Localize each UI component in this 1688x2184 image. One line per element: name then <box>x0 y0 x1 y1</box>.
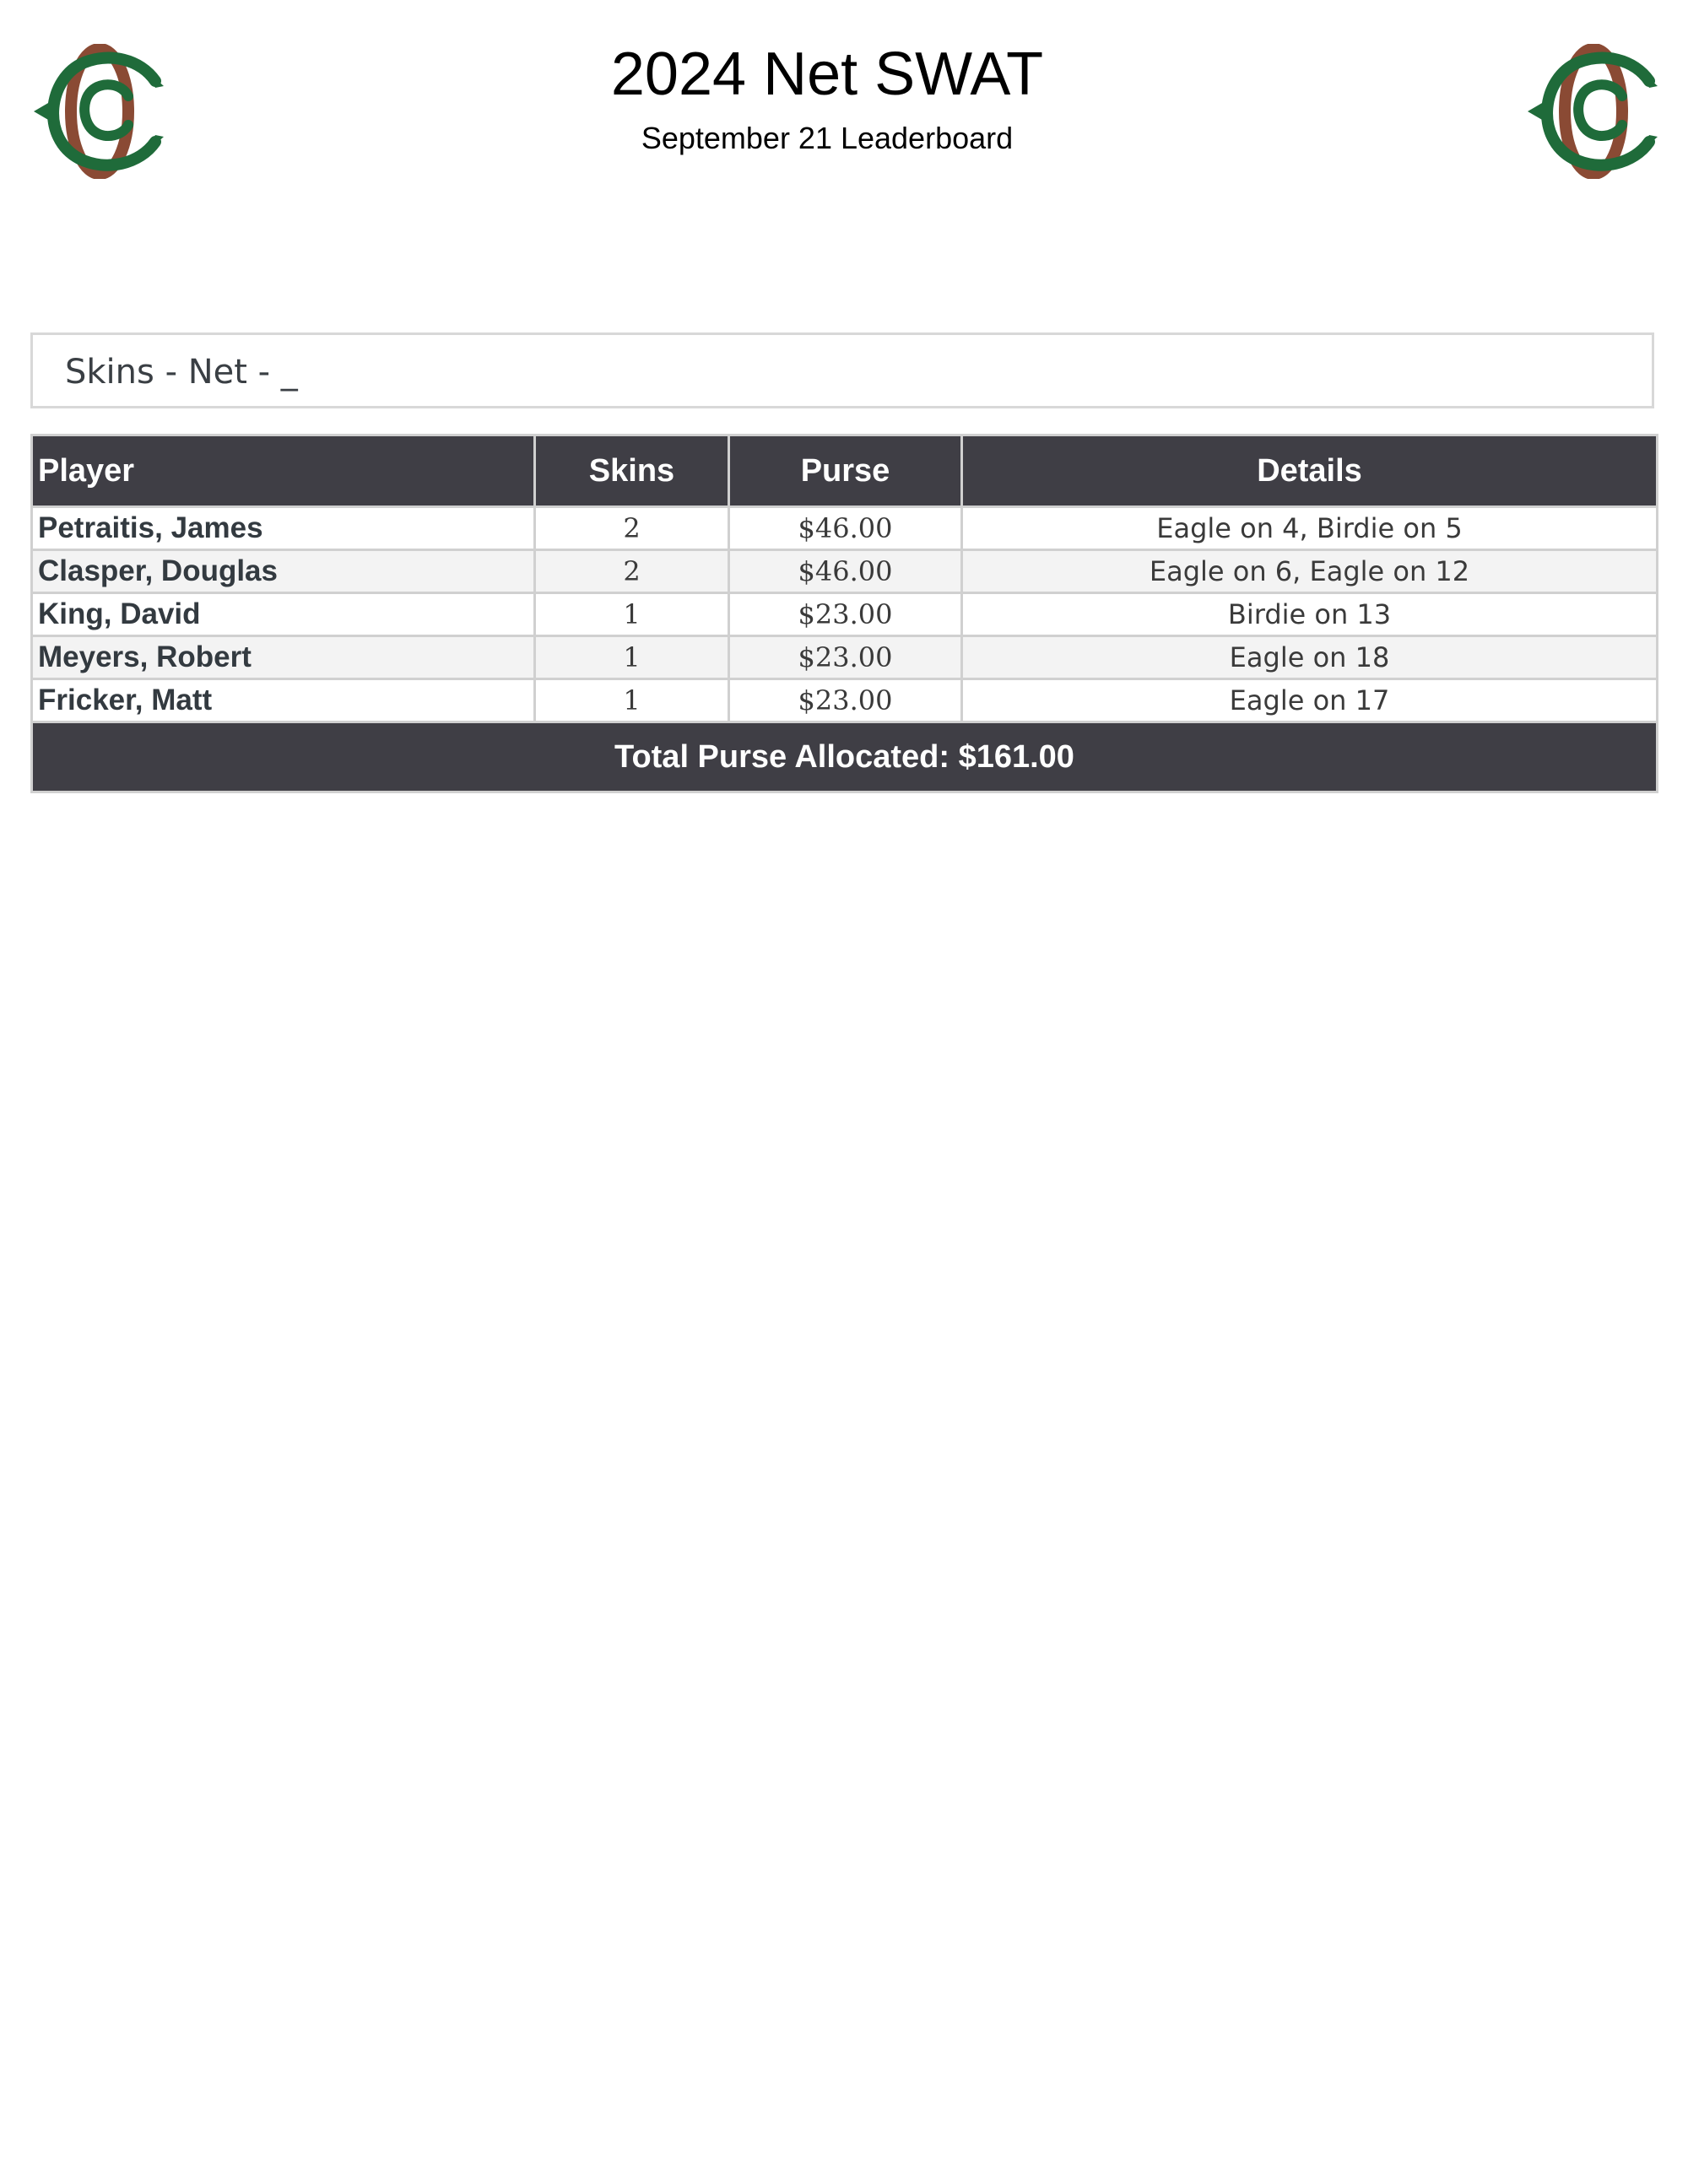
table-row <box>32 636 1658 679</box>
skins-count: 1 <box>535 636 729 679</box>
table-row <box>32 550 1658 593</box>
skin-details: Eagle on 6, Eagle on 12 <box>962 550 1658 593</box>
club-logo-icon <box>1523 44 1664 179</box>
club-logo-left <box>29 44 170 179</box>
player-name: Petraitis, James <box>32 507 535 550</box>
table-row <box>32 507 1658 550</box>
player-name: King, David <box>32 593 535 636</box>
table-row <box>32 679 1658 722</box>
purse-amount: $23.00 <box>729 593 962 636</box>
table-header-row <box>32 435 1658 507</box>
total-row <box>32 722 1658 792</box>
club-logo-right <box>1523 44 1664 179</box>
skin-details: Birdie on 13 <box>962 593 1658 636</box>
column-header-details: Details <box>962 435 1658 507</box>
purse-amount: $46.00 <box>729 550 962 593</box>
section-header <box>30 332 1654 408</box>
table-row <box>32 593 1658 636</box>
column-header-purse: Purse <box>729 435 962 507</box>
skins-count: 1 <box>535 679 729 722</box>
skin-details: Eagle on 4, Birdie on 5 <box>962 507 1658 550</box>
skins-count: 1 <box>535 593 729 636</box>
skins-count: 2 <box>535 550 729 593</box>
purse-amount: $23.00 <box>729 679 962 722</box>
page-title: 2024 Net SWAT <box>610 41 1044 108</box>
total-purse: Total Purse Allocated: $161.00 <box>32 722 1658 792</box>
player-name: Fricker, Matt <box>32 679 535 722</box>
section-title: Skins - Net - _ <box>65 353 298 392</box>
skins-count: 2 <box>535 507 729 550</box>
page-subtitle: September 21 Leaderboard <box>641 121 1014 155</box>
player-name: Meyers, Robert <box>32 636 535 679</box>
column-header-player: Player <box>32 435 535 507</box>
purse-amount: $46.00 <box>729 507 962 550</box>
skin-details: Eagle on 18 <box>962 636 1658 679</box>
player-name: Clasper, Douglas <box>32 550 535 593</box>
column-header-skins: Skins <box>535 435 729 507</box>
skins-table <box>30 434 1658 793</box>
skin-details: Eagle on 17 <box>962 679 1658 722</box>
club-logo-icon <box>29 44 170 179</box>
purse-amount: $23.00 <box>729 636 962 679</box>
